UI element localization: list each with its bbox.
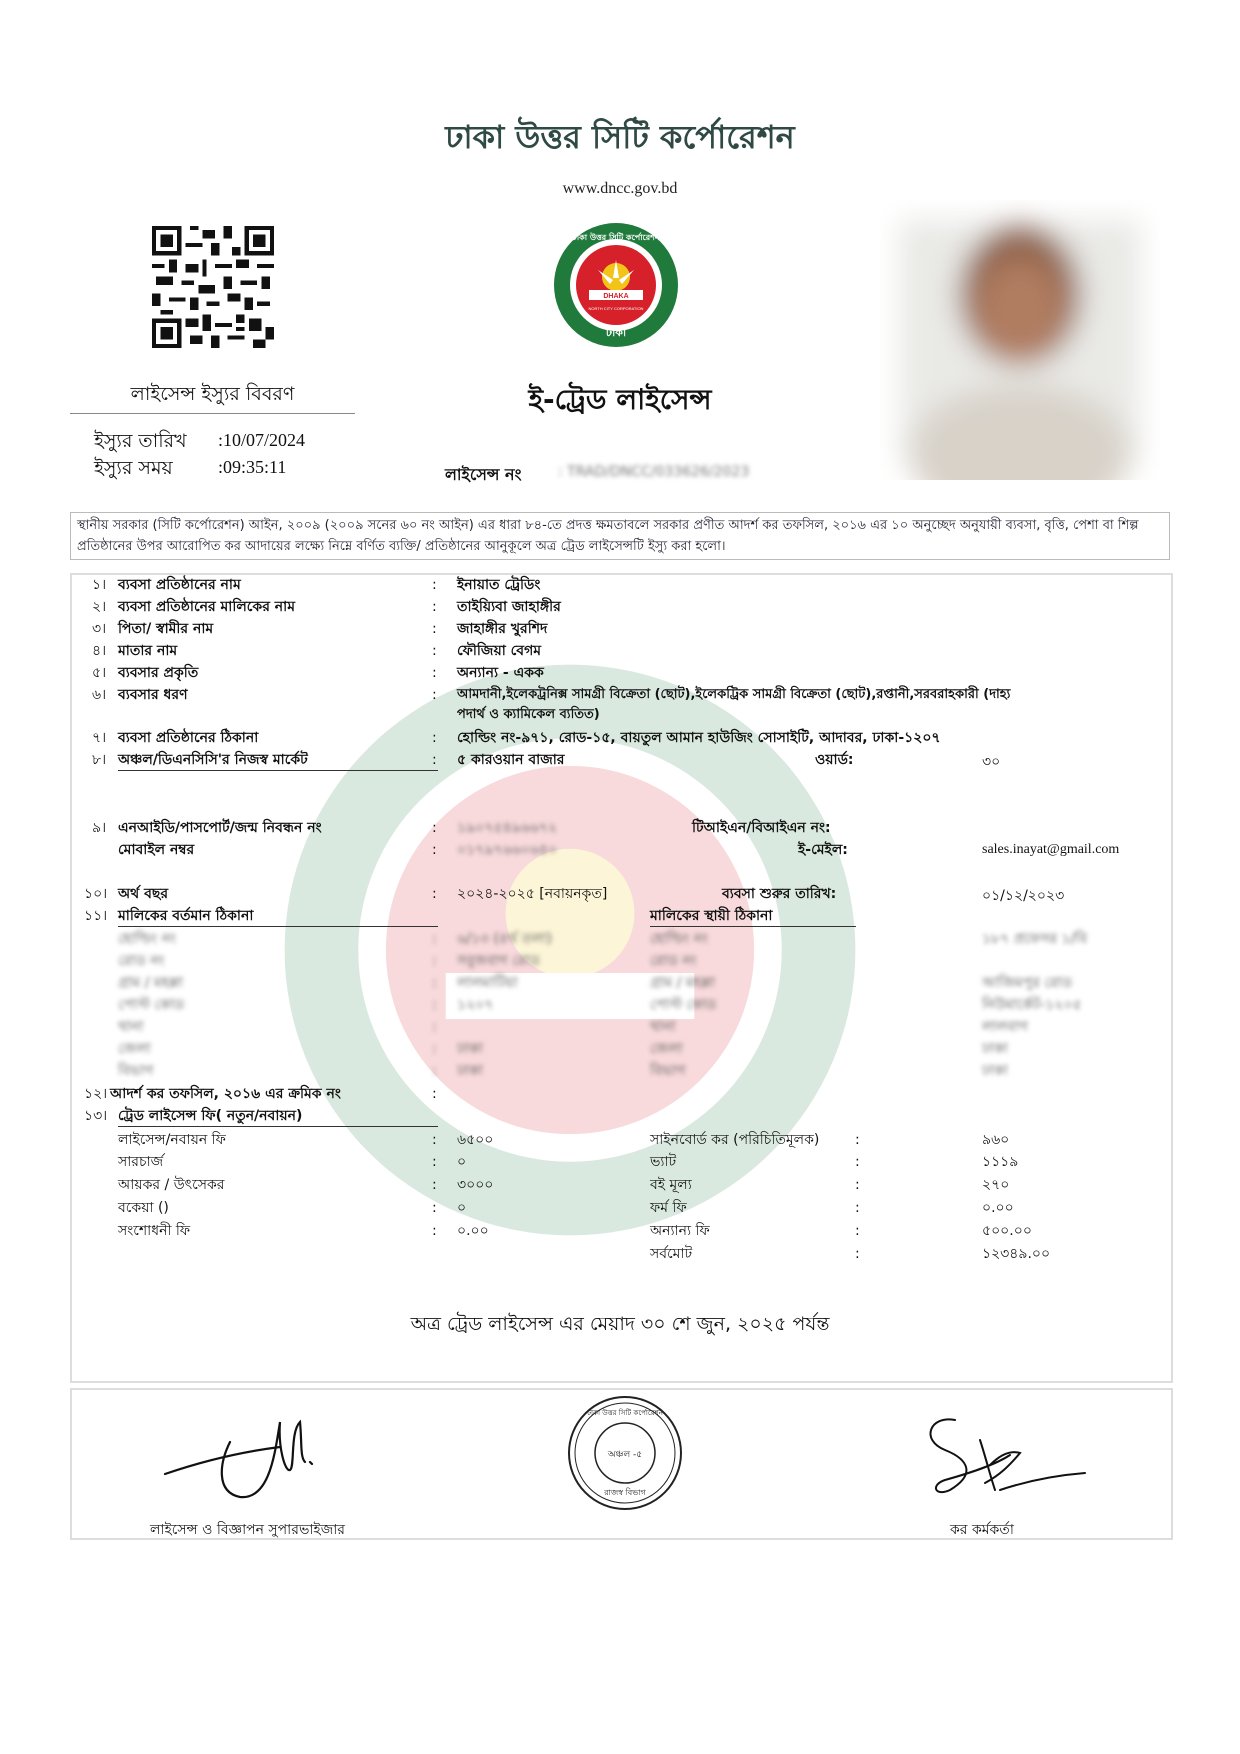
- fee-label: লাইসেন্স/নবায়ন ফি: [118, 1132, 226, 1148]
- supervisor-signature: [160, 1392, 360, 1512]
- market-zone: ৫ কারওয়ান বাজার: [457, 752, 565, 768]
- nid-value: ১৯০৭৫৪৯৬৬৭২: [457, 820, 558, 836]
- issue-date-value: :10/07/2024: [218, 430, 306, 450]
- field-9-colon: :: [432, 820, 437, 836]
- field-1-num: ১।: [92, 577, 107, 593]
- logo-bottom-text: ঢাকা: [605, 326, 627, 339]
- fee-underline: [118, 1126, 438, 1127]
- field-7-label: ব্যবসা প্রতিষ্ঠানের ঠিকানা: [118, 730, 259, 746]
- address-row-value2: ঢাকা: [982, 1041, 1008, 1057]
- ward-label: ওয়ার্ড:: [815, 752, 854, 768]
- field-4-num: ৪।: [92, 643, 107, 659]
- address-row-colon: :: [432, 931, 437, 947]
- email-label: ই-মেইল:: [798, 842, 848, 858]
- field-9-num: ৯।: [92, 820, 107, 836]
- tax-officer-signature: [900, 1395, 1090, 1515]
- fee-label: আয়কর / উৎসেকর: [118, 1177, 225, 1193]
- field-13-num: ১৩।: [84, 1108, 108, 1124]
- fee-label2: ফর্ম ফি: [650, 1200, 687, 1216]
- fee-value2: ০.০০: [982, 1200, 1014, 1216]
- fee-label: বকেয়া (): [118, 1200, 169, 1216]
- field-6-label: ব্যবসার ধরণ: [118, 687, 188, 703]
- field-3-label: পিতা/ স্বামীর নাম: [118, 621, 214, 637]
- fee-colon2: :: [855, 1200, 860, 1216]
- fee-value2: ১১১৯: [982, 1154, 1019, 1170]
- address-row-label2: বিভাগ: [650, 1063, 686, 1079]
- fee-label2: ভ্যাট: [650, 1154, 677, 1170]
- seal-bottom-text: রাজস্ব বিভাগ: [604, 1488, 646, 1497]
- field-10-num: ১০।: [84, 886, 108, 902]
- logo-inner-text: DHAKA: [603, 293, 629, 300]
- fee-value: ০.০০: [457, 1223, 489, 1239]
- address-row-value: ৬/১৩ (৪র্থ তলা): [457, 931, 552, 947]
- field-5-num: ৫।: [92, 665, 107, 681]
- fee-label2: বই মূল্য: [650, 1177, 692, 1193]
- field-6-num: ৬।: [92, 687, 107, 703]
- father-name: জাহাঙ্গীর খুরশিদ: [457, 621, 548, 637]
- address-row-value2: ১৮৭ প্রফেসর ১/বি: [982, 931, 1088, 947]
- address-row-label2: পোস্ট কোড: [650, 997, 717, 1013]
- field-1-colon: :: [432, 577, 437, 593]
- start-date-value: ০১/১২/২০২৩: [982, 888, 1065, 904]
- field-10-label: অর্থ বছর: [118, 886, 169, 902]
- page-title: ঢাকা উত্তর সিটি কর্পোরেশন: [445, 118, 795, 156]
- address-row-label: থানা: [118, 1019, 144, 1035]
- dncc-logo: [553, 222, 679, 348]
- issue-time-value: :09:35:11: [218, 457, 287, 477]
- fee-colon2: :: [855, 1154, 860, 1170]
- field-12-colon: :: [432, 1086, 437, 1102]
- mother-name: ফৌজিয়া বেগম: [457, 643, 542, 659]
- address-row-label2: হোল্ডিং নং: [650, 931, 708, 947]
- address-row-value: লালমাটিয়া: [457, 975, 518, 991]
- fee-label2: অন্যান্য ফি: [650, 1223, 710, 1239]
- validity-statement: অত্র ট্রেড লাইসেন্স এর মেয়াদ ৩০ শে জুন, ২০২৫ পর্যন্ত: [410, 1313, 830, 1335]
- field-12-num: ১২।: [84, 1086, 108, 1102]
- address-row-label2: থানা: [650, 1019, 676, 1035]
- address-row-label: পোস্ট কোড: [118, 997, 185, 1013]
- issue-divider: [70, 413, 355, 414]
- field-10-colon: :: [432, 886, 437, 902]
- business-type: আমদানী,ইলেকট্রনিক্স সামগ্রী বিক্রেতা (ছোট),ইলেকট্রিক সামগ্রী বিক্রেতা (ছোট),রপ্তানী,সরবরাহকারী (দাহ্য: [457, 687, 1011, 702]
- fee-colon2: :: [855, 1223, 860, 1239]
- owner-photo: [880, 200, 1160, 480]
- start-date-label: ব্যবসা শুরুর তারিখ:: [722, 886, 837, 902]
- address-row-colon: :: [432, 1041, 437, 1057]
- field-11-num: ১১।: [84, 908, 108, 924]
- fee-colon2: :: [855, 1177, 860, 1193]
- qr-code: [146, 226, 280, 348]
- watermark-logo: [280, 660, 860, 1240]
- permanent-address-underline: [650, 926, 856, 927]
- business-type-cont: পদার্থ ও ক্যামিকেল ব্যতিত): [457, 707, 600, 722]
- field-8-label: অঞ্চল/ডিএনসিসি'র নিজস্ব মার্কেট: [118, 752, 308, 768]
- owner-name: তাইয়্যিবা জাহাঙ্গীর: [457, 599, 561, 615]
- permanent-address-label: মালিকের স্থায়ী ঠিকানা: [650, 908, 773, 924]
- fee-value2: ২৭০: [982, 1177, 1010, 1193]
- issue-details-heading: লাইসেন্স ইস্যুর বিবরণ: [130, 383, 295, 405]
- address-row-value2: লালবাগ: [982, 1019, 1028, 1035]
- address-row-label2: রোড নং: [650, 953, 697, 969]
- fee-value2: ৯৬০: [982, 1132, 1010, 1148]
- fee-label: সংশোধনী ফি: [118, 1223, 191, 1239]
- business-address: হোল্ডিং নং-৯৭১, রোড-১৫, বায়তুল আমান হাউজিং সোসাইটি, আদাবর, ঢাকা-১২০৭: [457, 730, 941, 746]
- field-3-colon: :: [432, 621, 437, 637]
- fee-label2: সাইনবোর্ড কর (পরিচিতিমূলক): [650, 1132, 820, 1148]
- address-row-colon: :: [432, 975, 437, 991]
- fee-value: ০: [457, 1200, 467, 1216]
- seal-center-text: অঞ্চল -৫: [607, 1450, 643, 1460]
- fee-colon: :: [432, 1132, 437, 1148]
- field-9-label: এনআইডি/পাসপোর্ট/জন্ম নিবন্ধন নং: [118, 820, 322, 836]
- license-number-label: লাইসেন্স নং: [445, 465, 522, 484]
- field-7-colon: :: [432, 730, 437, 746]
- address-row-value2: নিউমার্কেট-১২০৫: [982, 997, 1082, 1013]
- field-2-label: ব্যবসা প্রতিষ্ঠানের মালিকের নাম: [118, 599, 295, 615]
- fee-value2: ৫০০.০০: [982, 1223, 1032, 1239]
- seal-outer-text: ঢাকা উত্তর সিটি কর্পোরেশন: [587, 1409, 663, 1417]
- logo-inner-subtext: NORTH CITY CORPORATION: [588, 306, 644, 311]
- address-row-colon: :: [432, 953, 437, 969]
- fee-value: ৬৫০০: [457, 1132, 494, 1148]
- license-number-value: : TRAD/DNCC/033626/2023: [558, 464, 750, 480]
- address-row-label2: গ্রাম / মহল্লা: [650, 975, 716, 991]
- field-3-num: ৩।: [92, 621, 107, 637]
- preamble-text: স্থানীয় সরকার (সিটি কর্পোরেশন) আইন, ২০০৯ (২০০৯ সনের ৬০ নং আইন) এর ধারা ৮৪-তে প্রদত্ত ক্ষমতাবলে সরকার প্রণীত আদর্শ কর তফসিল, ২০১৬ এর ১০ অনুচ্ছেদ অনুযায়ী ব্যবসা, বৃত্তি, পেশা বা শিল্প প্রতিষ্ঠানের উপর আরোপিত কর আদায়ের লক্ষ্যে নিম্নে বর্ণিত ব্যক্তি/ প্রতিষ্ঠানের আনুকূলে অত্র ট্রেড লাইসেন্সটি ইস্যু করা হলো।: [70, 512, 1170, 560]
- business-nature: অন্যান্য - একক: [457, 665, 544, 681]
- field-4-colon: :: [432, 643, 437, 659]
- address-row-label2: জেলা: [650, 1041, 683, 1057]
- address-row-label: রোড নং: [118, 953, 165, 969]
- fee-colon: :: [432, 1154, 437, 1170]
- fee-colon2: :: [855, 1132, 860, 1148]
- field-2-num: ২।: [92, 599, 107, 615]
- address-row-value2: আজিমপুর রোড: [982, 975, 1073, 991]
- e-trade-license-heading: ই-ট্রেড লাইসেন্স: [528, 383, 712, 416]
- address-row-label: জেলা: [118, 1041, 151, 1057]
- email-value[interactable]: sales.inayat@gmail.com: [982, 842, 1120, 857]
- field-6-colon: :: [432, 687, 437, 703]
- address-row-value: সবুজবাগ রোড: [457, 953, 540, 969]
- tax-officer-title: কর কর্মকর্তা: [950, 1522, 1014, 1538]
- ward-value: ৩০: [982, 754, 1001, 770]
- address-row-value: ১২০৭: [457, 997, 494, 1013]
- address-row-colon: :: [432, 1019, 437, 1035]
- field-1-label: ব্যবসা প্রতিষ্ঠানের নাম: [118, 577, 241, 593]
- field-4-label: মাতার নাম: [118, 643, 178, 659]
- business-name: ইনায়াত ট্রেডিং: [457, 577, 541, 593]
- mobile-value: ০১৭৯৭৬৬০৬৪০: [457, 842, 558, 858]
- tin-label: টিআইএন/বিআইএন নং:: [692, 820, 831, 836]
- field-2-colon: :: [432, 599, 437, 615]
- field-11-label: মালিকের বর্তমান ঠিকানা: [118, 908, 254, 924]
- issue-time-label: ইস্যুর সময়: [94, 457, 173, 479]
- website-url[interactable]: www.dncc.gov.bd: [562, 180, 678, 197]
- address-row-colon: :: [432, 1063, 437, 1079]
- fee-total-value: ১২৩৪৯.০০: [982, 1246, 1051, 1262]
- fee-value: ০: [457, 1154, 467, 1170]
- address-row-value: ঢাকা: [457, 1041, 483, 1057]
- field-8-num: ৮।: [92, 752, 107, 768]
- fee-label: সারচার্জ: [118, 1154, 164, 1170]
- supervisor-title: লাইসেন্স ও বিজ্ঞাপন সুপারভাইজার: [150, 1522, 346, 1538]
- official-seal: [565, 1393, 685, 1513]
- fee-colon: :: [432, 1177, 437, 1193]
- field-5-colon: :: [432, 665, 437, 681]
- fee-colon: :: [432, 1223, 437, 1239]
- address-row-value2: ঢাকা: [982, 1063, 1008, 1079]
- field-13-label: ট্রেড লাইসেন্স ফি( নতুন/নবায়ন): [118, 1108, 303, 1124]
- address-row-label: গ্রাম / মহল্লা: [118, 975, 184, 991]
- field-8-underline: [118, 770, 438, 771]
- fee-colon: :: [432, 1200, 437, 1216]
- field-12-label: আদর্শ কর তফসিল, ২০১৬ এর ক্রমিক নং: [110, 1086, 341, 1102]
- fee-value: ৩০০০: [457, 1177, 494, 1193]
- fee-total-label: সর্বমোট: [650, 1246, 693, 1262]
- fiscal-year: ২০২৪-২০২৫ [নবায়নকৃত]: [457, 886, 608, 902]
- address-row-label: হোল্ডিং নং: [118, 931, 176, 947]
- issue-date-label: ইস্যুর তারিখ: [94, 430, 187, 452]
- address-row-label: বিভাগ: [118, 1063, 154, 1079]
- field-5-label: ব্যবসার প্রকৃতি: [118, 665, 199, 681]
- address-row-value: ঢাকা: [457, 1063, 483, 1079]
- mobile-colon: :: [432, 842, 437, 858]
- logo-top-text: ঢাকা উত্তর সিটি কর্পোরেশন: [572, 233, 660, 242]
- present-address-underline: [118, 926, 438, 927]
- field-7-num: ৭।: [92, 730, 107, 746]
- address-row-colon: :: [432, 997, 437, 1013]
- fee-total-colon: :: [855, 1246, 860, 1262]
- field-8-colon: :: [432, 752, 437, 768]
- mobile-label: মোবাইল নম্বর: [118, 842, 195, 858]
